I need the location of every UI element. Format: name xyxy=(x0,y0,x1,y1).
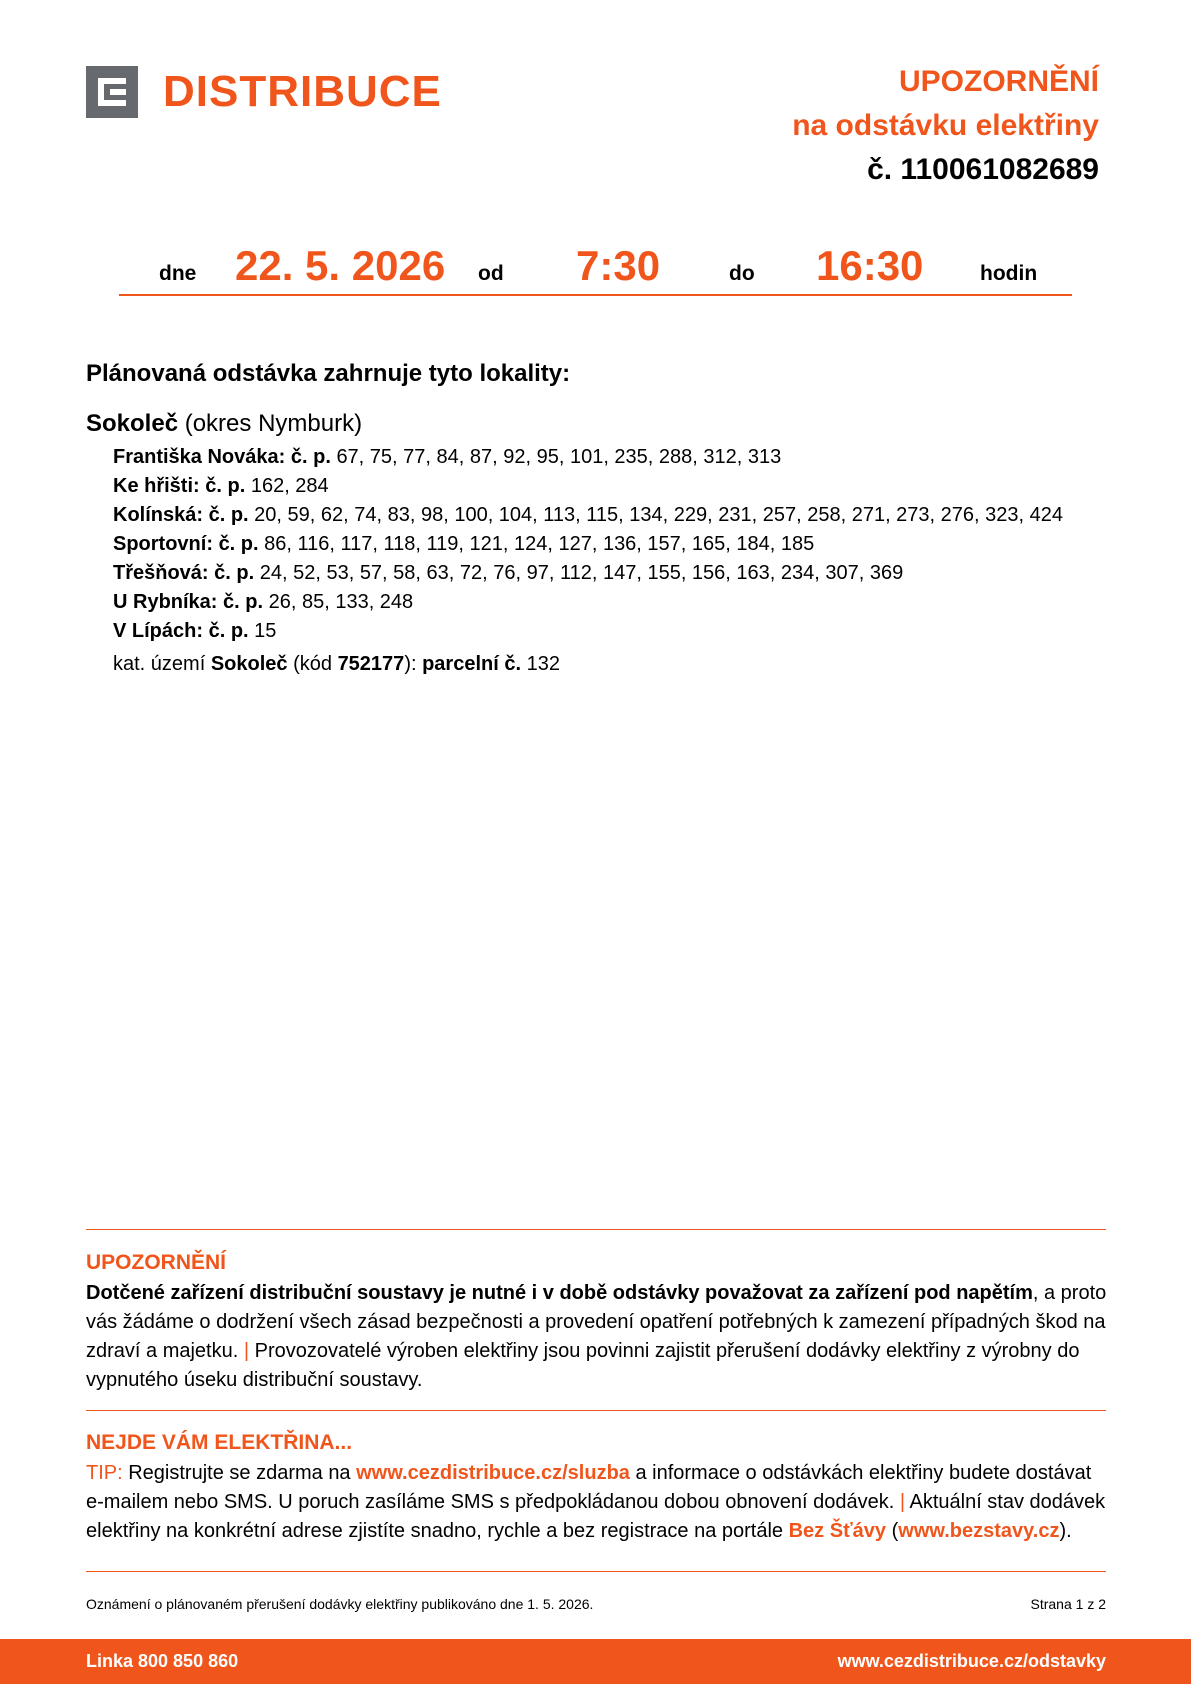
time-from: 7:30 xyxy=(576,242,661,289)
cp-label: č. p. xyxy=(223,591,264,613)
tip-text-part1: Registrujte se zdarma na xyxy=(128,1462,351,1484)
time-to: 16:30 xyxy=(816,242,924,289)
house-numbers: 26, 85, 133, 248 xyxy=(268,591,414,613)
notice-number: č. 110061082689 xyxy=(867,153,1099,186)
cadastral-prefix: kat. území xyxy=(113,653,206,675)
hours-label: hodin xyxy=(980,262,1038,285)
cadastral-line xyxy=(113,653,560,676)
cp-label: č. p. xyxy=(208,620,249,642)
logo-mark-icon xyxy=(86,66,138,118)
localities-title: Plánovaná odstávka zahrnuje tyto lokality: xyxy=(86,360,571,387)
warning-text xyxy=(86,1279,1108,1395)
logo-text: DISTRIBUCE xyxy=(163,67,442,116)
outage-date: 22. 5. 2026 xyxy=(235,242,446,289)
house-numbers: 15 xyxy=(254,620,277,642)
cadastral-code-suffix: ): xyxy=(404,653,417,675)
cadastral-code-prefix: (kód xyxy=(293,653,332,675)
publication-note: Oznámení o plánovaném přerušení dodávky elektřiny publikováno dne 1. 5. 2026. xyxy=(86,1596,594,1612)
street-row xyxy=(113,588,1063,617)
parcel-label: parcelní č. xyxy=(422,653,522,675)
divider xyxy=(86,1229,1106,1230)
parcel-number: 132 xyxy=(526,653,560,675)
street-row xyxy=(113,501,1063,530)
cp-label: č. p. xyxy=(205,475,246,497)
street-name: Sportovní: xyxy=(113,533,213,555)
page-number: Strana 1 z 2 xyxy=(1030,1596,1106,1612)
cp-label: č. p. xyxy=(208,504,249,526)
paren: ( xyxy=(891,1520,899,1542)
bezstavy-link[interactable]: www.bezstavy.cz xyxy=(898,1520,1060,1542)
no-power-text xyxy=(86,1459,1108,1546)
to-label: do xyxy=(729,262,755,285)
cp-label: č. p. xyxy=(214,562,255,584)
paren: ). xyxy=(1059,1520,1072,1542)
no-power-title: NEJDE VÁM ELEKTŘINA... xyxy=(86,1431,353,1454)
outage-date-row xyxy=(119,240,1072,296)
cp-label: č. p. xyxy=(218,533,259,555)
street-row xyxy=(113,559,1063,588)
divider xyxy=(86,1410,1106,1411)
street-name: Třešňová: xyxy=(113,562,209,584)
house-numbers: 20, 59, 62, 74, 83, 98, 100, 104, 113, 115, 134, 229, 231, 257, 258, 271, 273, 276, 323, 424 xyxy=(254,504,1063,526)
tip-text-part3: Aktuální stav dodávek elektřiny na konkrétní adrese zjistíte snadno, rychle a bez registrace na portále xyxy=(86,1491,1106,1542)
town-district: (okres Nymburk) xyxy=(184,410,363,437)
street-name: Ke hřišti: xyxy=(113,475,200,497)
street-name: V Lípách: xyxy=(113,620,204,642)
house-numbers: 67, 75, 77, 84, 87, 92, 95, 101, 235, 288, 312, 313 xyxy=(336,446,782,468)
house-numbers: 24, 52, 53, 57, 58, 63, 72, 76, 97, 112, 147, 155, 156, 163, 234, 307, 369 xyxy=(259,562,904,584)
date-label: dne xyxy=(159,262,197,285)
street-row xyxy=(113,530,1063,559)
street-row xyxy=(113,472,1063,501)
warning-text-part1: , a proto vás žádáme o dodržení všech zásad bezpečnosti a provedení opatření potřebných k zamezení případných škod na zdraví a majetku. xyxy=(86,1282,1107,1362)
tip-text-part2: a informace o odstávkách elektřiny budete dostávat e-mailem nebo SMS. U poruch zasíláme SMS s předpokládanou dobou obnovení dodávek. xyxy=(86,1462,1092,1513)
company-logo xyxy=(86,66,442,118)
divider xyxy=(86,1571,1106,1572)
street-row xyxy=(113,617,1063,646)
town-name: Sokoleč xyxy=(86,410,179,437)
warning-title: UPOZORNĚNÍ xyxy=(86,1251,227,1274)
separator: | xyxy=(243,1340,250,1362)
from-label: od xyxy=(478,262,504,285)
footer-link[interactable]: www.cezdistribuce.cz/odstavky xyxy=(837,1651,1106,1671)
house-numbers: 162, 284 xyxy=(250,475,329,497)
cadastral-name: Sokoleč xyxy=(210,653,288,675)
tip-label: TIP: xyxy=(86,1462,123,1484)
street-name: Františka Nováka: xyxy=(113,446,286,468)
street-name: U Rybníka: xyxy=(113,591,218,613)
street-name: Kolínská: xyxy=(113,504,204,526)
street-list xyxy=(113,443,1063,646)
cp-label: č. p. xyxy=(290,446,331,468)
notice-subtitle: na odstávku elektřiny xyxy=(792,109,1099,142)
street-row xyxy=(113,443,1063,472)
warning-text-part2: Provozovatelé výroben elektřiny jsou povinni zajistit přerušení dodávky elektřiny z výrobny do vypnutého úseku distribuční soustavy. xyxy=(86,1340,1080,1391)
cadastral-code: 752177 xyxy=(337,653,405,675)
town-heading xyxy=(86,410,362,438)
portal-name: Bez Šťávy xyxy=(788,1520,887,1542)
hotline: Linka 800 850 860 xyxy=(86,1651,239,1671)
house-numbers: 86, 116, 117, 118, 119, 121, 124, 127, 136, 157, 165, 184, 185 xyxy=(264,533,815,555)
separator: | xyxy=(899,1491,906,1513)
footer-bar xyxy=(0,1639,1191,1684)
service-link[interactable]: www.cezdistribuce.cz/sluzba xyxy=(356,1462,630,1484)
warning-bold: Dotčené zařízení distribuční soustavy je nutné i v době odstávky považovat za zařízení pod napětím xyxy=(86,1282,1033,1304)
notice-heading xyxy=(792,60,1099,192)
notice-title: UPOZORNĚNÍ xyxy=(898,65,1099,98)
